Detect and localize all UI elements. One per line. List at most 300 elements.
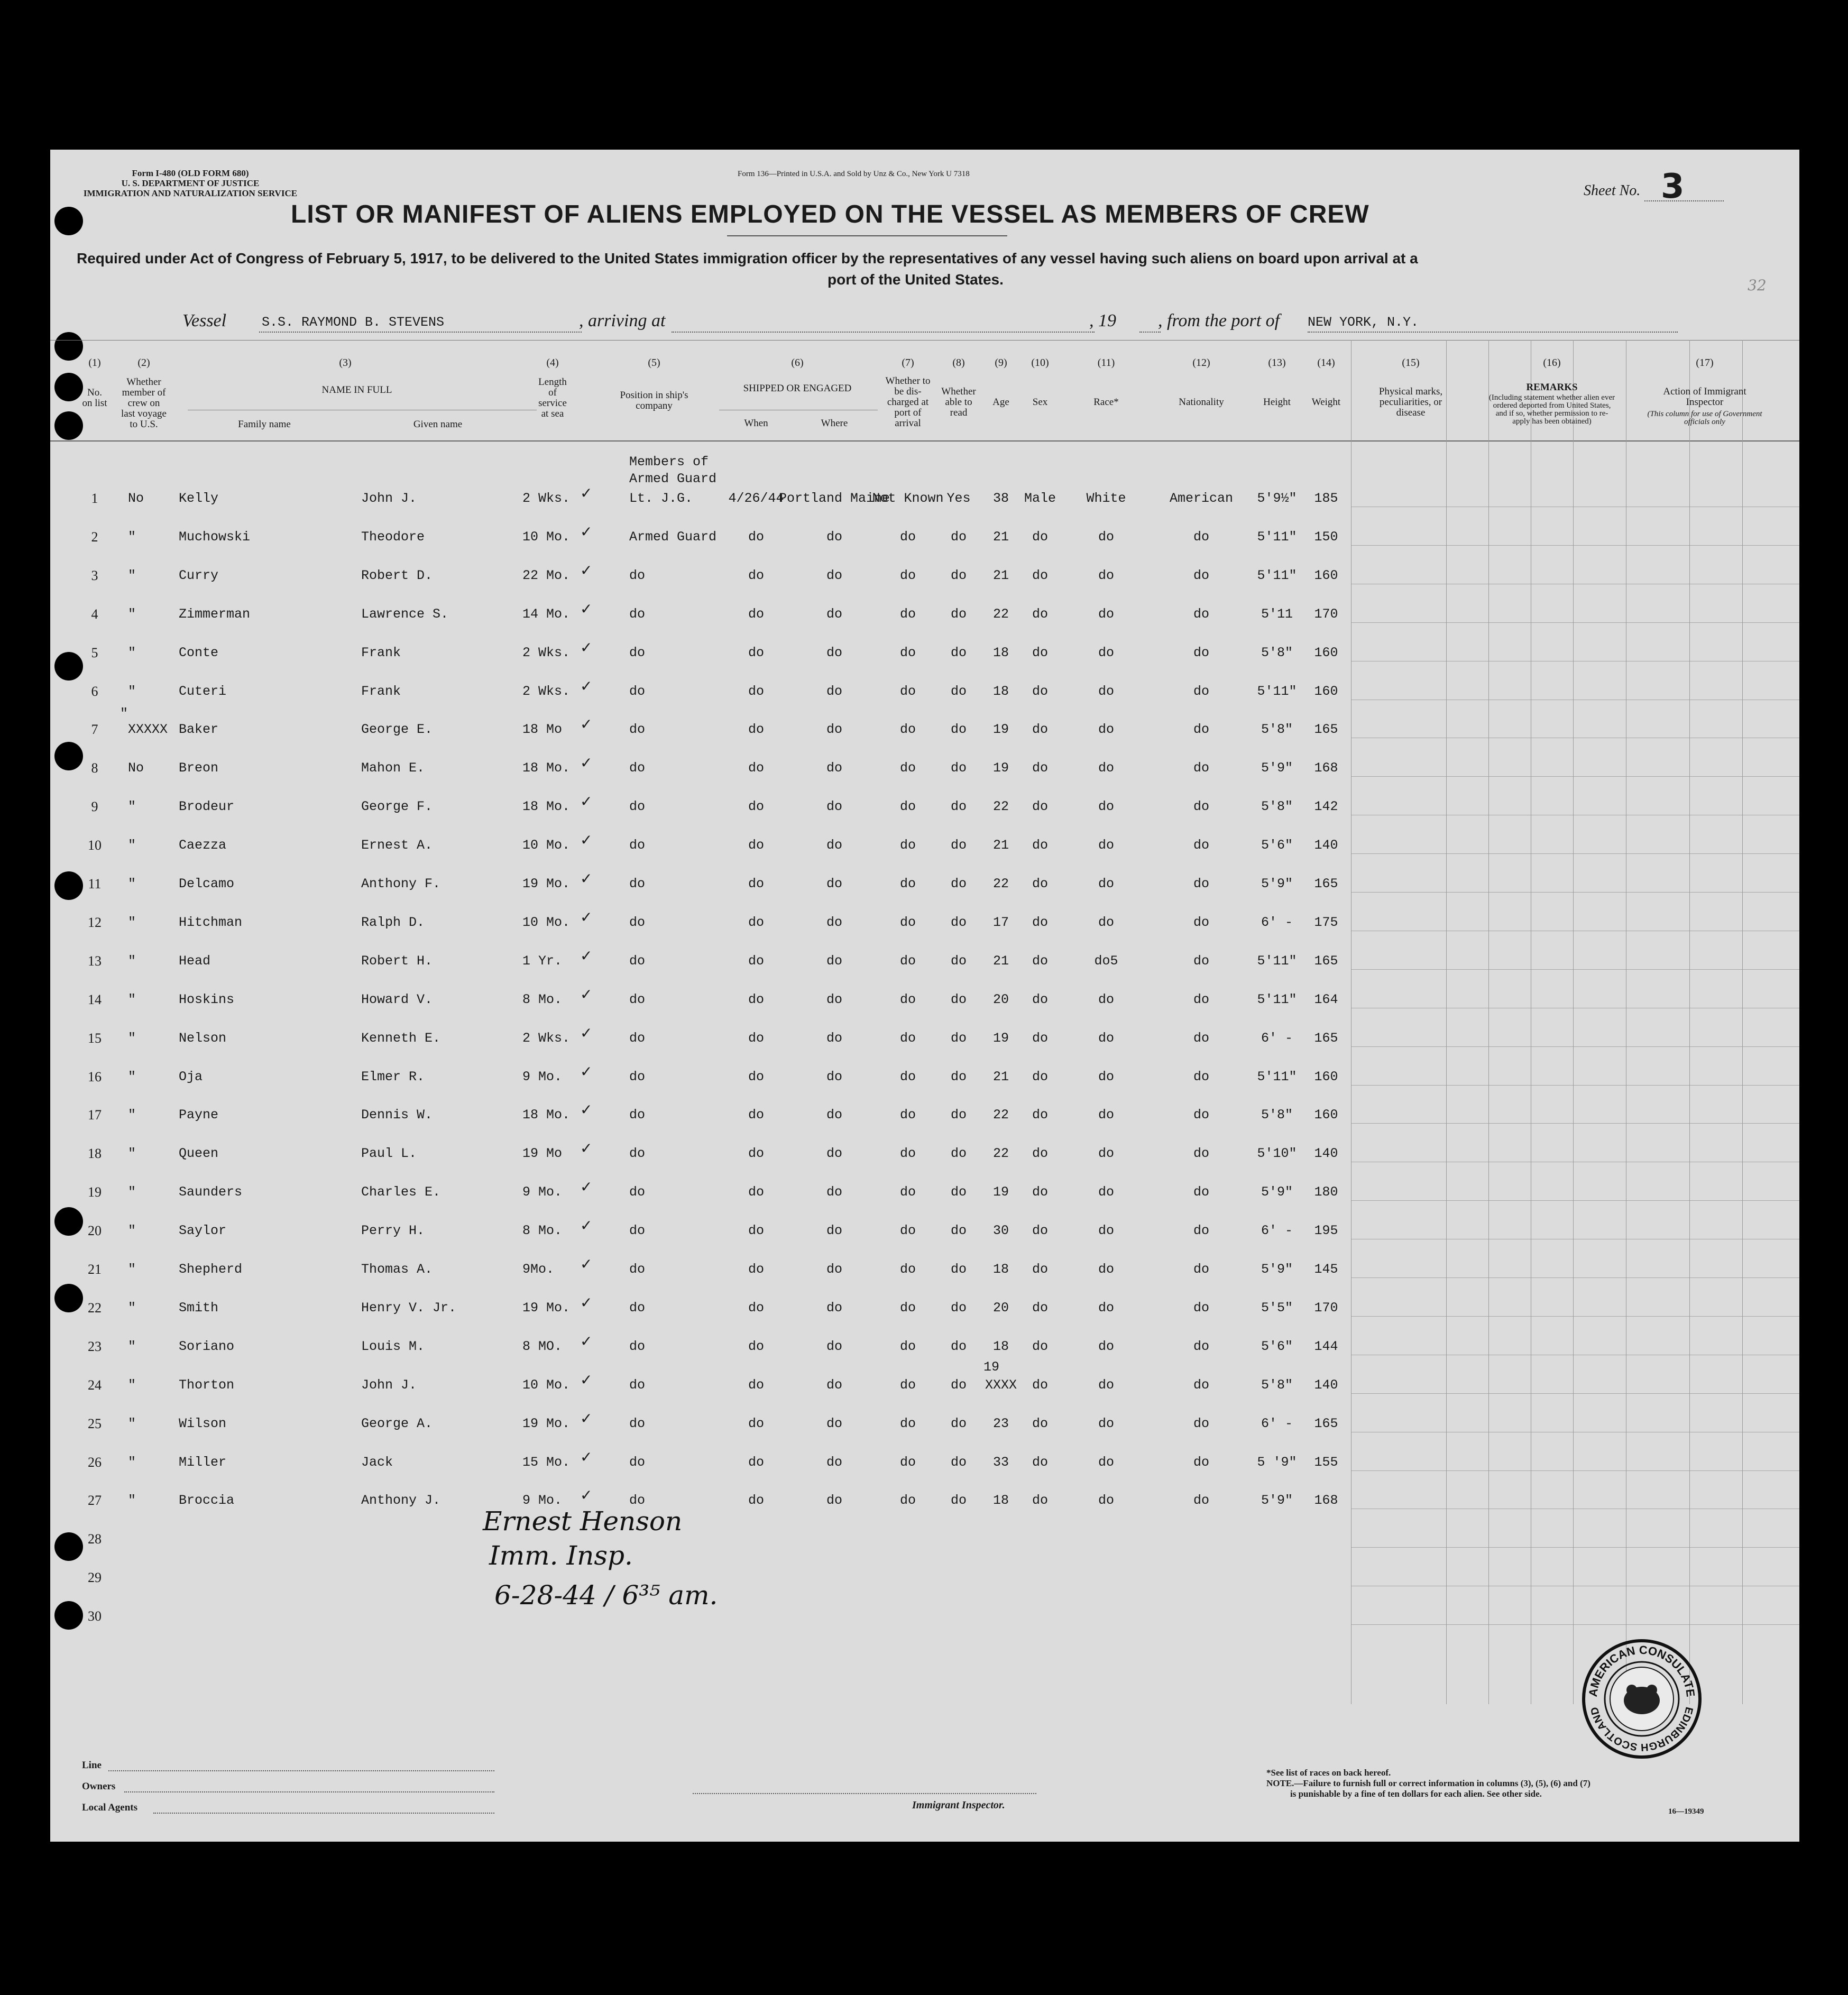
- last-voyage[interactable]: ": [128, 645, 136, 660]
- age[interactable]: 21: [992, 529, 1009, 545]
- line-field[interactable]: [108, 1770, 494, 1771]
- given-name[interactable]: Charles E.: [361, 1184, 441, 1200]
- race[interactable]: do: [1098, 991, 1115, 1007]
- race[interactable]: do: [1098, 1377, 1115, 1393]
- last-voyage[interactable]: ": [128, 1377, 136, 1393]
- race[interactable]: do5: [1094, 953, 1118, 969]
- length-of-service[interactable]: 2 Wks.: [522, 645, 571, 660]
- length-of-service[interactable]: 15 Mo.: [522, 1454, 571, 1470]
- height[interactable]: 6' -: [1261, 914, 1293, 930]
- nationality[interactable]: do: [1193, 1069, 1210, 1084]
- shipped-where[interactable]: do: [826, 1223, 843, 1239]
- sex[interactable]: do: [1032, 1493, 1049, 1509]
- height[interactable]: 5'11": [1257, 953, 1297, 969]
- nationality[interactable]: do: [1193, 953, 1210, 969]
- position-group[interactable]: Members of Armed Guard: [629, 454, 717, 486]
- race[interactable]: do: [1098, 645, 1115, 660]
- age[interactable]: 21: [992, 953, 1009, 969]
- inspector-field[interactable]: [693, 1793, 1036, 1794]
- weight[interactable]: 180: [1314, 1184, 1338, 1200]
- nationality[interactable]: do: [1193, 799, 1210, 815]
- given-name[interactable]: Lawrence S.: [361, 606, 449, 622]
- shipped-where[interactable]: do: [826, 529, 843, 545]
- shipped-when[interactable]: do: [748, 1415, 765, 1431]
- last-voyage[interactable]: ": [128, 683, 136, 699]
- sex[interactable]: do: [1032, 760, 1049, 776]
- sex[interactable]: do: [1032, 1184, 1049, 1200]
- shipped-when[interactable]: do: [748, 876, 765, 891]
- age[interactable]: 21: [992, 567, 1009, 583]
- height[interactable]: 5'11": [1257, 529, 1297, 545]
- race[interactable]: do: [1098, 876, 1115, 891]
- last-voyage[interactable]: ": [128, 567, 136, 583]
- discharged[interactable]: Not Known: [872, 491, 944, 506]
- last-voyage[interactable]: ": [128, 1030, 136, 1046]
- family-name[interactable]: Payne: [179, 1107, 219, 1123]
- shipped-when[interactable]: do: [748, 722, 765, 738]
- given-name[interactable]: John J.: [361, 491, 417, 506]
- weight[interactable]: 144: [1314, 1338, 1338, 1354]
- able-to-read[interactable]: do: [950, 953, 967, 969]
- sex[interactable]: do: [1032, 1415, 1049, 1431]
- given-name[interactable]: George F.: [361, 799, 433, 815]
- given-name[interactable]: Anthony F.: [361, 876, 441, 891]
- age[interactable]: 22: [992, 1107, 1009, 1123]
- shipped-when[interactable]: do: [748, 914, 765, 930]
- nationality[interactable]: do: [1193, 1454, 1210, 1470]
- discharged[interactable]: do: [899, 1262, 916, 1277]
- weight[interactable]: 150: [1314, 529, 1338, 545]
- shipped-where[interactable]: do: [826, 1338, 843, 1354]
- age[interactable]: 22: [992, 606, 1009, 622]
- shipped-when[interactable]: do: [748, 760, 765, 776]
- race[interactable]: do: [1098, 799, 1115, 815]
- family-name[interactable]: Nelson: [179, 1030, 227, 1046]
- position[interactable]: do: [629, 1338, 646, 1354]
- position[interactable]: do: [629, 1377, 646, 1393]
- height[interactable]: 5'10": [1257, 1146, 1297, 1162]
- height[interactable]: 6' -: [1261, 1030, 1293, 1046]
- discharged[interactable]: do: [899, 1030, 916, 1046]
- discharged[interactable]: do: [899, 1146, 916, 1162]
- shipped-where[interactable]: do: [826, 1377, 843, 1393]
- given-name[interactable]: Henry V. Jr.: [361, 1300, 457, 1316]
- last-voyage[interactable]: ": [128, 838, 136, 853]
- race[interactable]: do: [1098, 1069, 1115, 1084]
- nationality[interactable]: do: [1193, 1300, 1210, 1316]
- weight[interactable]: 165: [1314, 953, 1338, 969]
- race[interactable]: do: [1098, 1338, 1115, 1354]
- nationality[interactable]: do: [1193, 1184, 1210, 1200]
- discharged[interactable]: do: [899, 1338, 916, 1354]
- shipped-where[interactable]: do: [826, 1454, 843, 1470]
- last-voyage[interactable]: ": [128, 529, 136, 545]
- last-voyage[interactable]: ": [128, 1300, 136, 1316]
- height[interactable]: 6' -: [1261, 1223, 1293, 1239]
- able-to-read[interactable]: do: [950, 1223, 967, 1239]
- family-name[interactable]: Brodeur: [179, 799, 235, 815]
- age-correction[interactable]: 19: [983, 1359, 1000, 1375]
- shipped-where[interactable]: do: [826, 606, 843, 622]
- position[interactable]: do: [629, 722, 646, 738]
- sex[interactable]: do: [1032, 991, 1049, 1007]
- shipped-when[interactable]: do: [748, 1338, 765, 1354]
- length-of-service[interactable]: 19 Mo.: [522, 876, 571, 891]
- length-of-service[interactable]: 2 Wks.: [522, 683, 571, 699]
- discharged[interactable]: do: [899, 1454, 916, 1470]
- position[interactable]: do: [629, 645, 646, 660]
- height[interactable]: 5'8": [1261, 799, 1293, 815]
- discharged[interactable]: do: [899, 1300, 916, 1316]
- position[interactable]: do: [629, 953, 646, 969]
- height[interactable]: 5'8": [1261, 722, 1293, 738]
- family-name[interactable]: Hoskins: [179, 991, 235, 1007]
- family-name[interactable]: Head: [179, 953, 211, 969]
- length-of-service[interactable]: 8 MO.: [522, 1338, 563, 1354]
- position[interactable]: do: [629, 838, 646, 853]
- nationality[interactable]: do: [1193, 722, 1210, 738]
- age[interactable]: 22: [992, 1146, 1009, 1162]
- able-to-read[interactable]: do: [950, 1030, 967, 1046]
- position[interactable]: Lt. J.G.: [629, 491, 693, 506]
- height[interactable]: 5'9": [1261, 876, 1293, 891]
- shipped-when[interactable]: do: [748, 1069, 765, 1084]
- sex[interactable]: do: [1032, 1300, 1049, 1316]
- position[interactable]: do: [629, 606, 646, 622]
- age[interactable]: 30: [992, 1223, 1009, 1239]
- shipped-where[interactable]: do: [826, 991, 843, 1007]
- age[interactable]: 22: [992, 876, 1009, 891]
- position[interactable]: do: [629, 799, 646, 815]
- given-name[interactable]: Dennis W.: [361, 1107, 433, 1123]
- family-name[interactable]: Caezza: [179, 838, 227, 853]
- race[interactable]: do: [1098, 1184, 1115, 1200]
- position[interactable]: do: [629, 1069, 646, 1084]
- family-name[interactable]: Wilson: [179, 1415, 227, 1431]
- sex[interactable]: do: [1032, 1338, 1049, 1354]
- weight[interactable]: 140: [1314, 1146, 1338, 1162]
- family-name[interactable]: Hitchman: [179, 914, 243, 930]
- weight[interactable]: 160: [1314, 1107, 1338, 1123]
- discharged[interactable]: do: [899, 799, 916, 815]
- given-name[interactable]: Theodore: [361, 529, 425, 545]
- able-to-read[interactable]: do: [950, 606, 967, 622]
- sex[interactable]: do: [1032, 876, 1049, 891]
- discharged[interactable]: do: [899, 1377, 916, 1393]
- family-name[interactable]: Delcamo: [179, 876, 235, 891]
- shipped-where[interactable]: do: [826, 1493, 843, 1509]
- race[interactable]: do: [1098, 838, 1115, 853]
- discharged[interactable]: do: [899, 1493, 916, 1509]
- length-of-service[interactable]: 9Mo.: [522, 1262, 555, 1277]
- discharged[interactable]: do: [899, 645, 916, 660]
- nationality[interactable]: do: [1193, 914, 1210, 930]
- discharged[interactable]: do: [899, 1107, 916, 1123]
- length-of-service[interactable]: 9 Mo.: [522, 1069, 563, 1084]
- shipped-when[interactable]: do: [748, 645, 765, 660]
- weight[interactable]: 165: [1314, 876, 1338, 891]
- shipped-when[interactable]: do: [748, 1223, 765, 1239]
- nationality[interactable]: do: [1193, 876, 1210, 891]
- shipped-when[interactable]: do: [748, 953, 765, 969]
- vessel-name[interactable]: S.S. RAYMOND B. STEVENS: [262, 315, 445, 330]
- able-to-read[interactable]: do: [950, 1107, 967, 1123]
- nationality[interactable]: do: [1193, 1146, 1210, 1162]
- discharged[interactable]: do: [899, 529, 916, 545]
- weight[interactable]: 160: [1314, 645, 1338, 660]
- race[interactable]: do: [1098, 722, 1115, 738]
- family-name[interactable]: Conte: [179, 645, 219, 660]
- given-name[interactable]: Paul L.: [361, 1146, 417, 1162]
- length-of-service[interactable]: 18 Mo: [522, 722, 563, 738]
- sex[interactable]: do: [1032, 606, 1049, 622]
- last-voyage[interactable]: No: [128, 491, 144, 506]
- discharged[interactable]: do: [899, 1069, 916, 1084]
- race[interactable]: do: [1098, 1454, 1115, 1470]
- given-name[interactable]: Kenneth E.: [361, 1030, 441, 1046]
- shipped-when[interactable]: do: [748, 1030, 765, 1046]
- able-to-read[interactable]: do: [950, 567, 967, 583]
- length-of-service[interactable]: 19 Mo.: [522, 1415, 571, 1431]
- length-of-service[interactable]: 8 Mo.: [522, 991, 563, 1007]
- shipped-when[interactable]: do: [748, 683, 765, 699]
- age[interactable]: 23: [992, 1415, 1009, 1431]
- shipped-where[interactable]: do: [826, 760, 843, 776]
- shipped-where[interactable]: do: [826, 914, 843, 930]
- discharged[interactable]: do: [899, 722, 916, 738]
- nationality[interactable]: do: [1193, 838, 1210, 853]
- able-to-read[interactable]: do: [950, 1184, 967, 1200]
- shipped-where[interactable]: do: [826, 567, 843, 583]
- age[interactable]: 18: [992, 683, 1009, 699]
- able-to-read[interactable]: do: [950, 683, 967, 699]
- age[interactable]: 18: [992, 1493, 1009, 1509]
- given-name[interactable]: Frank: [361, 683, 401, 699]
- discharged[interactable]: do: [899, 1223, 916, 1239]
- shipped-where[interactable]: do: [826, 1069, 843, 1084]
- position[interactable]: do: [629, 1415, 646, 1431]
- discharged[interactable]: do: [899, 1415, 916, 1431]
- shipped-when[interactable]: do: [748, 1184, 765, 1200]
- last-voyage[interactable]: No: [128, 760, 144, 776]
- height[interactable]: 5'9": [1261, 1262, 1293, 1277]
- shipped-where[interactable]: do: [826, 1300, 843, 1316]
- age[interactable]: 19: [992, 1030, 1009, 1046]
- nationality[interactable]: do: [1193, 529, 1210, 545]
- position[interactable]: do: [629, 991, 646, 1007]
- position[interactable]: do: [629, 683, 646, 699]
- able-to-read[interactable]: do: [950, 529, 967, 545]
- last-voyage[interactable]: ": [128, 606, 136, 622]
- sex[interactable]: do: [1032, 1069, 1049, 1084]
- able-to-read[interactable]: do: [950, 1493, 967, 1509]
- height[interactable]: 5'11: [1261, 606, 1293, 622]
- height[interactable]: 5'9": [1261, 1493, 1293, 1509]
- given-name[interactable]: Anthony J.: [361, 1493, 441, 1509]
- able-to-read[interactable]: do: [950, 1069, 967, 1084]
- last-voyage[interactable]: ": [128, 1262, 136, 1277]
- race[interactable]: do: [1098, 606, 1115, 622]
- height[interactable]: 5'11": [1257, 567, 1297, 583]
- race[interactable]: White: [1086, 491, 1126, 506]
- weight[interactable]: 160: [1314, 567, 1338, 583]
- given-name[interactable]: John J.: [361, 1377, 417, 1393]
- last-voyage[interactable]: XXXXX: [128, 722, 168, 738]
- shipped-where[interactable]: do: [826, 722, 843, 738]
- family-name[interactable]: Saunders: [179, 1184, 243, 1200]
- age[interactable]: 19: [992, 760, 1009, 776]
- weight[interactable]: 140: [1314, 838, 1338, 853]
- height[interactable]: 5'11": [1257, 683, 1297, 699]
- family-name[interactable]: Soriano: [179, 1338, 235, 1354]
- race[interactable]: do: [1098, 1223, 1115, 1239]
- able-to-read[interactable]: do: [950, 838, 967, 853]
- able-to-read[interactable]: do: [950, 1454, 967, 1470]
- shipped-when[interactable]: do: [748, 1262, 765, 1277]
- weight[interactable]: 160: [1314, 683, 1338, 699]
- shipped-when[interactable]: do: [748, 1107, 765, 1123]
- height[interactable]: 5'5": [1261, 1300, 1293, 1316]
- length-of-service[interactable]: 14 Mo.: [522, 606, 571, 622]
- last-voyage[interactable]: ": [128, 1223, 136, 1239]
- able-to-read[interactable]: do: [950, 799, 967, 815]
- length-of-service[interactable]: 2 Wks.: [522, 1030, 571, 1046]
- family-name[interactable]: Kelly: [179, 491, 219, 506]
- nationality[interactable]: do: [1193, 1415, 1210, 1431]
- length-of-service[interactable]: 19 Mo: [522, 1146, 563, 1162]
- given-name[interactable]: Robert H.: [361, 953, 433, 969]
- height[interactable]: 5'9": [1261, 1184, 1293, 1200]
- length-of-service[interactable]: 18 Mo.: [522, 799, 571, 815]
- family-name[interactable]: Zimmerman: [179, 606, 251, 622]
- family-name[interactable]: Miller: [179, 1454, 227, 1470]
- age[interactable]: 19: [992, 722, 1009, 738]
- nationality[interactable]: American: [1169, 491, 1234, 506]
- discharged[interactable]: do: [899, 914, 916, 930]
- sex[interactable]: do: [1032, 722, 1049, 738]
- family-name[interactable]: Queen: [179, 1146, 219, 1162]
- able-to-read[interactable]: do: [950, 876, 967, 891]
- position[interactable]: do: [629, 1300, 646, 1316]
- age[interactable]: 38: [992, 491, 1009, 506]
- shipped-when[interactable]: do: [748, 1454, 765, 1470]
- shipped-where[interactable]: do: [826, 1262, 843, 1277]
- given-name[interactable]: Ernest A.: [361, 838, 433, 853]
- position[interactable]: do: [629, 1184, 646, 1200]
- weight[interactable]: 164: [1314, 991, 1338, 1007]
- weight[interactable]: 155: [1314, 1454, 1338, 1470]
- height[interactable]: 5'8": [1261, 645, 1293, 660]
- shipped-where[interactable]: do: [826, 1184, 843, 1200]
- length-of-service[interactable]: 9 Mo.: [522, 1184, 563, 1200]
- weight[interactable]: 195: [1314, 1223, 1338, 1239]
- shipped-when[interactable]: 4/26/44: [728, 491, 784, 506]
- discharged[interactable]: do: [899, 876, 916, 891]
- family-name[interactable]: Thorton: [179, 1377, 235, 1393]
- position[interactable]: do: [629, 1030, 646, 1046]
- race[interactable]: do: [1098, 1300, 1115, 1316]
- nationality[interactable]: do: [1193, 606, 1210, 622]
- nationality[interactable]: do: [1193, 567, 1210, 583]
- length-of-service[interactable]: 22 Mo.: [522, 567, 571, 583]
- sex[interactable]: do: [1032, 799, 1049, 815]
- nationality[interactable]: do: [1193, 991, 1210, 1007]
- last-voyage[interactable]: ": [128, 1454, 136, 1470]
- last-voyage[interactable]: ": [128, 1107, 136, 1123]
- length-of-service[interactable]: 2 Wks.: [522, 491, 571, 506]
- length-of-service[interactable]: 10 Mo.: [522, 914, 571, 930]
- weight[interactable]: 160: [1314, 1069, 1338, 1084]
- weight[interactable]: 165: [1314, 1030, 1338, 1046]
- position[interactable]: do: [629, 914, 646, 930]
- nationality[interactable]: do: [1193, 1493, 1210, 1509]
- nationality[interactable]: do: [1193, 1030, 1210, 1046]
- nationality[interactable]: do: [1193, 1262, 1210, 1277]
- given-name[interactable]: Howard V.: [361, 991, 433, 1007]
- shipped-where[interactable]: do: [826, 953, 843, 969]
- shipped-where[interactable]: do: [826, 1415, 843, 1431]
- shipped-when[interactable]: do: [748, 838, 765, 853]
- able-to-read[interactable]: do: [950, 722, 967, 738]
- last-voyage[interactable]: ": [128, 799, 136, 815]
- able-to-read[interactable]: do: [950, 760, 967, 776]
- given-name[interactable]: Perry H.: [361, 1223, 425, 1239]
- length-of-service[interactable]: 10 Mo.: [522, 529, 571, 545]
- able-to-read[interactable]: do: [950, 1415, 967, 1431]
- sex[interactable]: do: [1032, 1223, 1049, 1239]
- length-of-service[interactable]: 10 Mo.: [522, 1377, 571, 1393]
- race[interactable]: do: [1098, 567, 1115, 583]
- position[interactable]: do: [629, 567, 646, 583]
- last-voyage[interactable]: ": [128, 876, 136, 891]
- sex[interactable]: do: [1032, 1262, 1049, 1277]
- race[interactable]: do: [1098, 1146, 1115, 1162]
- height[interactable]: 6' -: [1261, 1415, 1293, 1431]
- shipped-when[interactable]: do: [748, 799, 765, 815]
- age[interactable]: 21: [992, 838, 1009, 853]
- shipped-where[interactable]: do: [826, 799, 843, 815]
- last-voyage[interactable]: ": [128, 1069, 136, 1084]
- given-name[interactable]: Jack: [361, 1454, 393, 1470]
- position[interactable]: do: [629, 1146, 646, 1162]
- sex[interactable]: do: [1032, 1454, 1049, 1470]
- shipped-when[interactable]: do: [748, 1300, 765, 1316]
- sex[interactable]: do: [1032, 914, 1049, 930]
- shipped-where[interactable]: Portland Maine: [778, 491, 890, 506]
- shipped-when[interactable]: do: [748, 1146, 765, 1162]
- position[interactable]: do: [629, 760, 646, 776]
- nationality[interactable]: do: [1193, 760, 1210, 776]
- height[interactable]: 5'6": [1261, 838, 1293, 853]
- able-to-read[interactable]: do: [950, 1146, 967, 1162]
- last-voyage[interactable]: ": [128, 914, 136, 930]
- nationality[interactable]: do: [1193, 1223, 1210, 1239]
- weight[interactable]: 145: [1314, 1262, 1338, 1277]
- last-voyage[interactable]: ": [128, 991, 136, 1007]
- shipped-where[interactable]: do: [826, 876, 843, 891]
- length-of-service[interactable]: 10 Mo.: [522, 838, 571, 853]
- height[interactable]: 5'9": [1261, 760, 1293, 776]
- family-name[interactable]: Oja: [179, 1069, 203, 1084]
- last-voyage[interactable]: ": [128, 1415, 136, 1431]
- race[interactable]: do: [1098, 1415, 1115, 1431]
- sex[interactable]: do: [1032, 645, 1049, 660]
- given-name[interactable]: Robert D.: [361, 567, 433, 583]
- last-voyage-correction[interactable]: ": [120, 706, 128, 722]
- weight[interactable]: 168: [1314, 760, 1338, 776]
- last-voyage[interactable]: ": [128, 1493, 136, 1509]
- given-name[interactable]: Frank: [361, 645, 401, 660]
